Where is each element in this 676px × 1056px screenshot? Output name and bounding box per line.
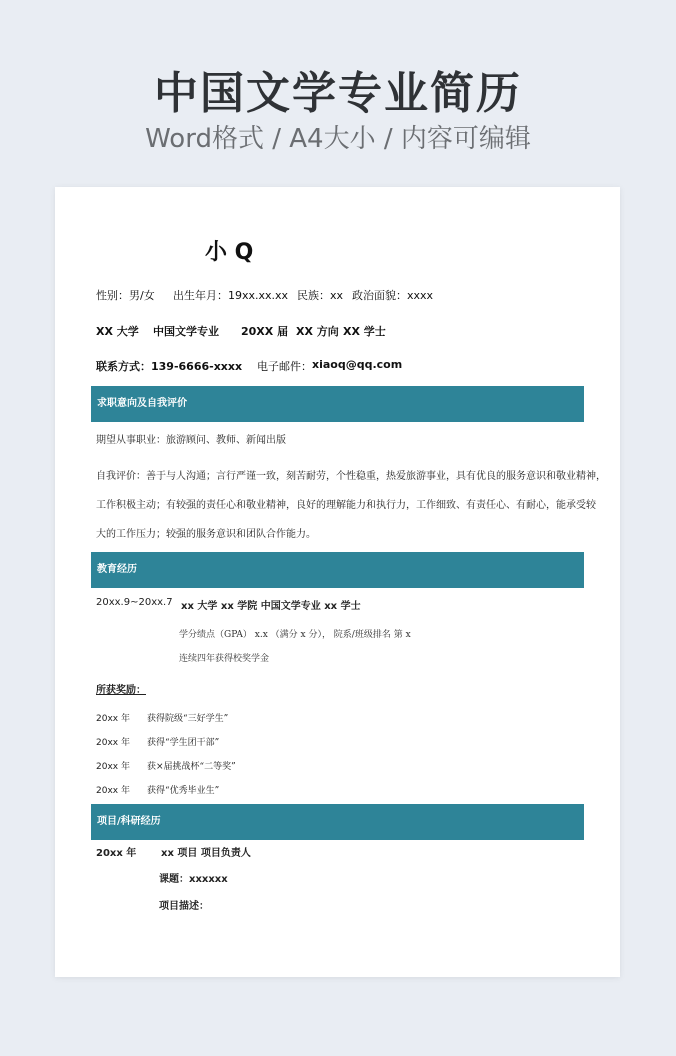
edu-detail: xx 大学 xx 学院 中国文学专业 xx 学士 <box>181 601 361 612</box>
info-politics: 政治面貌：xxxx <box>352 289 434 302</box>
intent-eval-line2: 工作积极主动；有较强的责任心和敬业精神，良好的理解能力和执行力，工作细致、有责任心、有耐心，能承受较 <box>96 500 596 511</box>
award-text: 获得“学生团干部” <box>147 738 220 748</box>
contact-email-label: 电子邮件： <box>257 360 312 373</box>
intent-eval-line1: 自我评价：善于与人沟通；言行严谨一致，刻苦耐劳，个性稳重，热爱旅游事业，具有优良的服务意识和敬业精神， <box>96 471 606 482</box>
resume-name: 小 Q <box>205 240 254 265</box>
edu-major: 中国文学专业 <box>153 325 219 338</box>
edu-gpa: 学分绩点（GPA） x.x （满分 x 分）， 院系/班级排名 第 x <box>179 630 411 640</box>
project-name: xx 项目 项目负责人 <box>161 848 251 859</box>
award-year: 20xx 年 <box>96 738 130 748</box>
info-gender: 性别：男/女 <box>96 289 155 302</box>
contact-phone: 联系方式：139-6666-xxxx <box>96 360 243 373</box>
edu-school: XX 大学 <box>96 325 139 338</box>
contact-email: xiaoq@qq.com <box>312 358 403 371</box>
project-desc: 项目描述： <box>159 901 209 912</box>
edu-period: 20xx.9~20xx.7 <box>96 597 173 608</box>
project-year: 20xx 年 <box>96 848 137 859</box>
awards-title: 所获奖励： <box>96 685 146 696</box>
project-topic: 课题：xxxxxx <box>159 874 228 885</box>
intent-expect: 期望从事职业：旅游顾问、教师、新闻出版 <box>96 435 286 446</box>
edu-direction: XX 方向 <box>296 325 339 338</box>
award-text: 获得院级“三好学生” <box>147 714 229 724</box>
edu-grade: 20XX 届 <box>241 325 289 338</box>
resume-page <box>55 187 620 977</box>
award-year: 20xx 年 <box>96 786 130 796</box>
award-text: 获×届挑战杯“二等奖” <box>147 762 236 772</box>
intent-eval-line3: 大的工作压力；较强的服务意识和团队合作能力。 <box>96 529 316 540</box>
section-header-intent: 求职意向及自我评价 <box>91 386 584 422</box>
edu-scholarship: 连续四年获得校奖学金 <box>179 654 270 664</box>
award-text: 获得“优秀毕业生” <box>147 786 220 796</box>
edu-degree: XX 学士 <box>343 325 386 338</box>
info-birth: 出生年月：19xx.xx.xx <box>173 289 289 302</box>
page-title: 中国文学专业简历 <box>154 68 522 119</box>
section-header-project: 项目/科研经历 <box>91 804 584 840</box>
award-year: 20xx 年 <box>96 762 130 772</box>
section-header-education: 教育经历 <box>91 552 584 588</box>
info-ethnicity: 民族：xx <box>297 289 344 302</box>
award-year: 20xx 年 <box>96 714 130 724</box>
page-subtitle: Word格式 / A4大小 / 内容可编辑 <box>145 124 531 154</box>
